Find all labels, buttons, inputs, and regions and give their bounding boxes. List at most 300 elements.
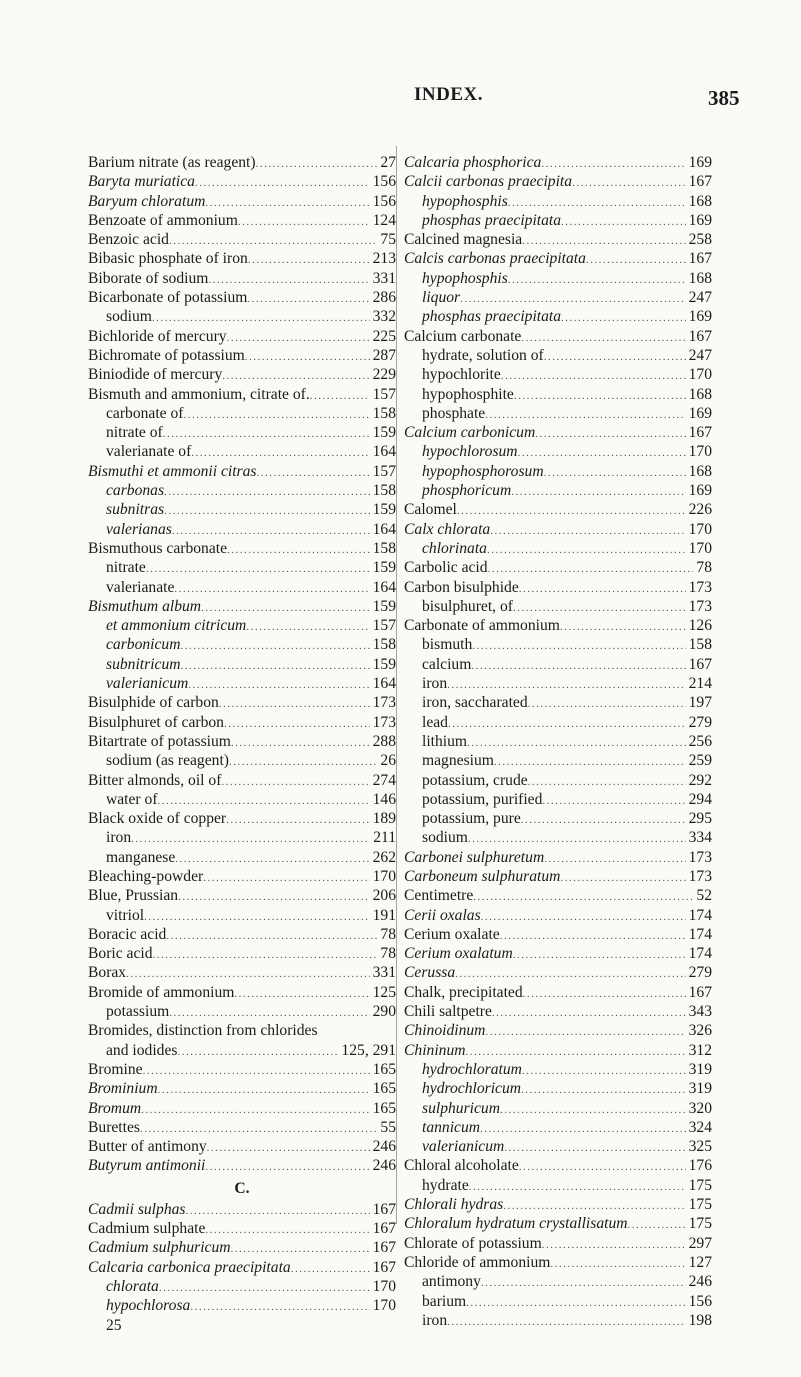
entry-page-number: 297 — [688, 1234, 712, 1252]
index-entry — [404, 1137, 712, 1156]
entry-page-number: 170 — [688, 366, 712, 384]
entry-term: barium — [422, 1292, 467, 1310]
dot-leader — [248, 251, 370, 268]
dot-leader — [467, 734, 686, 751]
section-heading-c: C. — [234, 1179, 250, 1197]
entry-page-number: 312 — [688, 1041, 712, 1059]
entry-term: Calcii carbonas praecipita — [404, 173, 573, 191]
index-entry — [88, 1156, 396, 1175]
entry-page-number: 288 — [372, 732, 396, 750]
dot-leader — [466, 1294, 685, 1311]
index-entry — [404, 578, 712, 597]
entry-term: phosphate — [422, 404, 486, 422]
dot-leader — [146, 560, 370, 577]
index-entry — [404, 674, 712, 693]
dot-leader — [181, 637, 370, 654]
dot-leader — [152, 309, 370, 326]
dot-leader — [473, 888, 693, 905]
dot-leader — [560, 618, 686, 635]
dot-leader — [256, 155, 378, 172]
entry-page-number: 169 — [688, 154, 712, 171]
entry-page-number: 75 — [380, 231, 396, 249]
dot-leader — [542, 792, 685, 809]
entry-term: Cadmium sulphate — [88, 1220, 206, 1238]
entry-page-number: 174 — [688, 945, 712, 963]
entry-page-number: 168 — [688, 462, 712, 480]
index-entry — [88, 790, 396, 809]
entry-page-number: 156 — [372, 192, 396, 210]
entry-page-number: 173 — [688, 867, 712, 885]
entry-page-number: 168 — [688, 192, 712, 210]
dot-leader — [246, 618, 369, 635]
entry-term: iron — [422, 1311, 448, 1329]
dot-leader — [528, 695, 686, 712]
entry-term: Chinoidinum — [404, 1022, 486, 1040]
dot-leader — [229, 753, 377, 770]
entry-term: Calcaria phosphorica — [404, 154, 542, 171]
index-entry — [404, 732, 712, 751]
index-entry — [404, 1118, 712, 1137]
dot-leader — [522, 1062, 686, 1079]
entry-term: Centimetre — [404, 887, 474, 905]
entry-page-number: 164 — [372, 520, 396, 538]
dot-leader — [164, 483, 370, 500]
entry-page-number: 157 — [372, 617, 396, 635]
index-entry — [404, 963, 712, 982]
entry-term: carbonas — [106, 482, 165, 500]
index-entry — [404, 925, 712, 944]
dot-leader — [245, 348, 370, 365]
dot-leader — [628, 1216, 686, 1233]
index-entry — [404, 790, 712, 809]
entry-term: iron — [422, 675, 448, 693]
dot-leader — [188, 676, 369, 693]
entry-term: chlorinata — [422, 539, 487, 557]
entry-page-number: 168 — [688, 385, 712, 403]
dot-leader — [227, 329, 370, 346]
index-entry — [404, 1176, 712, 1195]
entry-term: Boracic acid — [88, 925, 167, 943]
dot-leader — [447, 676, 685, 693]
dot-leader — [490, 522, 685, 539]
entry-page-number: 279 — [688, 713, 712, 731]
dot-leader — [457, 502, 686, 519]
entry-page-number: 294 — [688, 790, 712, 808]
dot-leader — [126, 965, 370, 982]
dot-leader — [544, 348, 686, 365]
index-entry — [404, 365, 712, 384]
dot-leader — [513, 599, 686, 616]
entry-term: bisulphuret, of — [422, 597, 513, 615]
entry-page-number: 27 — [380, 154, 396, 171]
entry-term: Biniodide of mercury — [88, 366, 223, 384]
entries-c-continued — [404, 153, 712, 1330]
entry-page-number: 167 — [372, 1239, 396, 1257]
entry-page-number: 167 — [688, 983, 712, 1001]
index-entry — [404, 558, 712, 577]
entry-term: Cerium oxalate — [404, 925, 500, 943]
entry-page-number: 159 — [372, 559, 396, 577]
entry-term: Blue, Prussian — [88, 887, 179, 905]
entry-page-number: 176 — [688, 1157, 712, 1175]
dot-leader — [221, 773, 369, 790]
dot-leader — [158, 792, 370, 809]
index-entry — [88, 1079, 396, 1098]
dot-leader — [572, 174, 686, 191]
entry-page-number: 159 — [372, 655, 396, 673]
index-entry — [404, 1041, 712, 1060]
entry-page-number: 225 — [372, 327, 396, 345]
dot-leader — [448, 715, 686, 732]
entry-term: Bromum — [88, 1099, 142, 1117]
entry-term: chlorata — [106, 1277, 159, 1295]
dot-leader — [519, 580, 686, 597]
dot-leader — [144, 908, 369, 925]
dot-leader — [195, 174, 370, 191]
dot-leader — [542, 1236, 686, 1253]
index-entry — [88, 1041, 396, 1060]
entry-term: Boric acid — [88, 945, 153, 963]
entry-page-number: 229 — [372, 366, 396, 384]
entry-page-number: 206 — [372, 887, 396, 905]
index-entry — [88, 1296, 396, 1315]
entry-term: Bibasic phosphate of iron — [88, 250, 248, 268]
dot-leader — [544, 850, 685, 867]
entry-term: Calcis carbonas praecipitata — [404, 250, 586, 268]
index-entry — [88, 307, 396, 326]
entry-term: tannicum — [422, 1118, 481, 1136]
entry-page-number: 290 — [372, 1003, 396, 1021]
entry-term: liquor — [422, 289, 461, 307]
index-entry — [88, 249, 396, 268]
entry-term: Bromide of ammonium — [88, 983, 235, 1001]
page-number: 385 — [708, 86, 740, 110]
dot-leader — [163, 425, 370, 442]
entry-page-number: 170 — [688, 539, 712, 557]
entry-page-number: 158 — [372, 482, 396, 500]
entry-term: Bichromate of potassium — [88, 346, 245, 364]
index-entry — [404, 597, 712, 616]
entry-term: Bisulphide of carbon — [88, 694, 219, 712]
dot-leader — [169, 232, 377, 249]
dot-leader — [158, 1081, 370, 1098]
dot-leader — [519, 1158, 686, 1175]
entry-page-number: 125, 291 — [341, 1041, 396, 1059]
index-entry — [404, 693, 712, 712]
entry-term: potassium, crude — [422, 771, 528, 789]
index-entry — [404, 1292, 712, 1311]
entry-page-number: 343 — [688, 1003, 712, 1021]
entry-term: potassium — [106, 1003, 170, 1021]
entry-page-number: 167 — [688, 250, 712, 268]
dot-leader — [231, 734, 370, 751]
dot-leader — [521, 811, 686, 828]
dot-leader — [528, 773, 686, 790]
index-entry — [404, 1079, 712, 1098]
entry-page-number: 167 — [688, 173, 712, 191]
entry-page-number: 157 — [372, 385, 396, 403]
index-entry — [404, 172, 712, 191]
dot-leader — [466, 1043, 686, 1060]
entry-term: Carbon bisulphide — [404, 578, 519, 596]
entry-page-number: 52 — [696, 887, 712, 905]
entry-page-number: 262 — [372, 848, 396, 866]
entry-term: Calcium carbonicum — [404, 424, 536, 442]
index-entry — [88, 1219, 396, 1238]
entry-page-number: 165 — [372, 1080, 396, 1098]
index-entry — [88, 558, 396, 577]
entry-term: manganese — [106, 848, 176, 866]
entry-term: Bitartrate of potassium — [88, 732, 231, 750]
index-entry — [404, 288, 712, 307]
entry-term: Chlorali hydras — [404, 1196, 504, 1214]
entry-term: subnitricum — [106, 655, 181, 673]
index-entry — [88, 848, 396, 867]
dot-leader — [460, 290, 685, 307]
entry-page-number: 173 — [688, 848, 712, 866]
index-entry — [88, 867, 396, 886]
entry-page-number: 169 — [688, 482, 712, 500]
entry-page-number: 279 — [688, 964, 712, 982]
dot-leader — [513, 946, 686, 963]
entry-term: nitrate of — [106, 424, 163, 442]
entry-page-number: 167 — [372, 1200, 396, 1218]
dot-leader — [494, 753, 686, 770]
index-entry — [404, 153, 712, 172]
entry-page-number: 287 — [372, 346, 396, 364]
entry-page-number: 173 — [372, 694, 396, 712]
dot-leader — [500, 927, 686, 944]
index-entry — [88, 539, 396, 558]
dot-leader — [492, 1004, 686, 1021]
index-entry — [404, 481, 712, 500]
entry-page-number: 334 — [688, 829, 712, 847]
entry-term: hydrate, solution of — [422, 346, 544, 364]
index-entry — [88, 925, 396, 944]
index-entry — [88, 1238, 396, 1257]
entry-page-number: 256 — [688, 732, 712, 750]
dot-leader — [541, 155, 685, 172]
entry-page-number: 158 — [372, 539, 396, 557]
dot-leader — [469, 1178, 686, 1195]
dot-leader — [514, 387, 686, 404]
entry-term: hydrochloratum — [422, 1060, 522, 1078]
index-entry — [404, 1021, 712, 1040]
entry-term: Bisulphuret of carbon — [88, 713, 224, 731]
dot-leader — [208, 271, 369, 288]
entry-page-number: 246 — [372, 1138, 396, 1156]
index-entry — [404, 983, 712, 1002]
entry-page-number: 126 — [688, 617, 712, 635]
index-entry — [404, 462, 712, 481]
entry-page-number: 259 — [688, 752, 712, 770]
entry-term: Chininum — [404, 1041, 466, 1059]
index-entry — [88, 635, 396, 654]
dot-leader — [222, 367, 369, 384]
index-entry — [404, 1311, 712, 1330]
entry-term: valerianas — [106, 520, 172, 538]
dot-leader — [219, 695, 370, 712]
entry-term: hypophosphis — [422, 269, 508, 287]
column-divider — [396, 146, 397, 1224]
index-entry — [404, 848, 712, 867]
entry-page-number: 165 — [372, 1060, 396, 1078]
dot-leader — [447, 1313, 685, 1330]
entry-page-number: 169 — [688, 211, 712, 229]
index-entry — [404, 539, 712, 558]
entry-term: Cerussa — [404, 964, 456, 982]
index-entry — [404, 192, 712, 211]
entry-page-number: 159 — [372, 501, 396, 519]
dot-leader — [481, 1274, 686, 1291]
index-entry — [88, 500, 396, 519]
page-header — [0, 84, 801, 114]
entry-term: carbonicum — [106, 636, 181, 654]
entry-page-number: 319 — [688, 1060, 712, 1078]
entry-page-number: 55 — [380, 1118, 396, 1136]
entry-term: Butyrum antimonii — [88, 1157, 206, 1175]
dot-leader — [153, 946, 378, 963]
index-entry — [88, 172, 396, 191]
entry-term: Carbonate of ammonium — [404, 617, 560, 635]
dot-leader — [231, 1240, 370, 1257]
index-entry — [404, 655, 712, 674]
index-entry — [88, 211, 396, 230]
index-entry — [88, 365, 396, 384]
index-entry — [404, 867, 712, 886]
entry-page-number: 286 — [372, 289, 396, 307]
entries-c-section — [88, 1200, 396, 1316]
entry-term: Burettes — [88, 1118, 140, 1136]
entry-page-number: 331 — [372, 964, 396, 982]
dot-leader — [544, 464, 686, 481]
index-entry — [404, 385, 712, 404]
dot-leader — [184, 406, 370, 423]
index-entry — [88, 1277, 396, 1296]
dot-leader — [455, 965, 685, 982]
index-entry — [88, 423, 396, 442]
index-entry — [404, 1272, 712, 1291]
index-entry — [88, 693, 396, 712]
entry-page-number: 170 — [688, 443, 712, 461]
index-entry — [88, 906, 396, 925]
entry-term: calcium — [422, 655, 472, 673]
entry-term: sodium — [106, 308, 152, 326]
dot-leader — [203, 869, 369, 886]
dot-leader — [504, 1139, 685, 1156]
index-entry — [88, 674, 396, 693]
dot-leader — [175, 850, 369, 867]
dot-leader — [191, 444, 369, 461]
entry-page-number: 164 — [372, 675, 396, 693]
entry-term: Chalk, precipitated — [404, 983, 523, 1001]
entry-page-number: 175 — [688, 1176, 712, 1194]
entry-page-number: 159 — [372, 597, 396, 615]
dot-leader — [227, 541, 370, 558]
entry-term: hypochlorite — [422, 366, 501, 384]
entry-page-number: 295 — [688, 810, 712, 828]
entry-term: Borax — [88, 964, 127, 982]
dot-leader — [172, 522, 370, 539]
index-entry — [404, 307, 712, 326]
index-entry — [88, 327, 396, 346]
entry-term: Bichloride of mercury — [88, 327, 227, 345]
index-entry — [404, 1099, 712, 1118]
entry-term: Carbolic acid — [404, 559, 488, 577]
dot-leader — [522, 232, 685, 249]
entry-term: Biborate of sodium — [88, 269, 209, 287]
dot-leader — [310, 387, 370, 404]
index-entry — [88, 1118, 396, 1137]
entry-page-number: 146 — [372, 790, 396, 808]
dot-leader — [485, 1023, 685, 1040]
dot-leader — [164, 502, 370, 519]
index-entry — [88, 771, 396, 790]
dot-leader — [178, 888, 370, 905]
entry-term: Carboneum sulphuratum — [404, 867, 561, 885]
entry-page-number: 320 — [688, 1099, 712, 1117]
dot-leader — [174, 580, 369, 597]
index-entry — [88, 1258, 396, 1277]
entry-term: Bismuth and ammonium, citrate of. — [88, 385, 310, 403]
entry-term: Calcined magnesia — [404, 231, 523, 249]
entry-term: Calcium carbonate — [404, 327, 522, 345]
entry-page-number: 169 — [688, 404, 712, 422]
index-entry — [88, 655, 396, 674]
entry-page-number: 198 — [688, 1311, 712, 1329]
index-entry — [404, 635, 712, 654]
entry-term: Barium nitrate (as reagent) — [88, 154, 256, 171]
dot-leader — [169, 1004, 369, 1021]
entry-page-number: 157 — [372, 462, 396, 480]
dot-leader — [468, 830, 686, 847]
entry-term: Black oxide of copper — [88, 810, 227, 828]
entry-page-number: 168 — [688, 269, 712, 287]
index-entry — [88, 520, 396, 539]
entry-term: sulphuricum — [422, 1099, 500, 1117]
entry-term: Bitter almonds, oil of — [88, 771, 222, 789]
entry-page-number: 158 — [372, 404, 396, 422]
index-entry — [88, 1099, 396, 1118]
entry-page-number: 173 — [688, 578, 712, 596]
entry-term: valerianate of — [106, 443, 192, 461]
index-entry — [404, 751, 712, 770]
entry-term: et ammonium citricum — [106, 617, 247, 635]
index-entry — [88, 732, 396, 751]
entry-page-number: 170 — [372, 1297, 396, 1315]
dot-leader — [257, 464, 370, 481]
dot-leader — [238, 213, 370, 230]
entry-term: Cadmium sulphuricum — [88, 1239, 231, 1257]
entry-page-number: 331 — [372, 269, 396, 287]
entry-page-number: 189 — [372, 810, 396, 828]
entry-page-number: 170 — [372, 1277, 396, 1295]
dot-leader — [177, 1043, 338, 1060]
entry-page-number: 173 — [688, 597, 712, 615]
entry-page-number: 158 — [688, 636, 712, 654]
entry-page-number: 175 — [688, 1215, 712, 1233]
index-entry — [404, 886, 712, 905]
index-entry — [404, 346, 712, 365]
index-entry — [404, 249, 712, 268]
index-entry — [88, 828, 396, 847]
dot-leader — [181, 657, 370, 674]
index-entry — [404, 211, 712, 230]
entry-term: Baryum chloratum — [88, 192, 206, 210]
dot-leader — [586, 251, 686, 268]
index-entry — [88, 462, 396, 481]
index-entry — [404, 906, 712, 925]
